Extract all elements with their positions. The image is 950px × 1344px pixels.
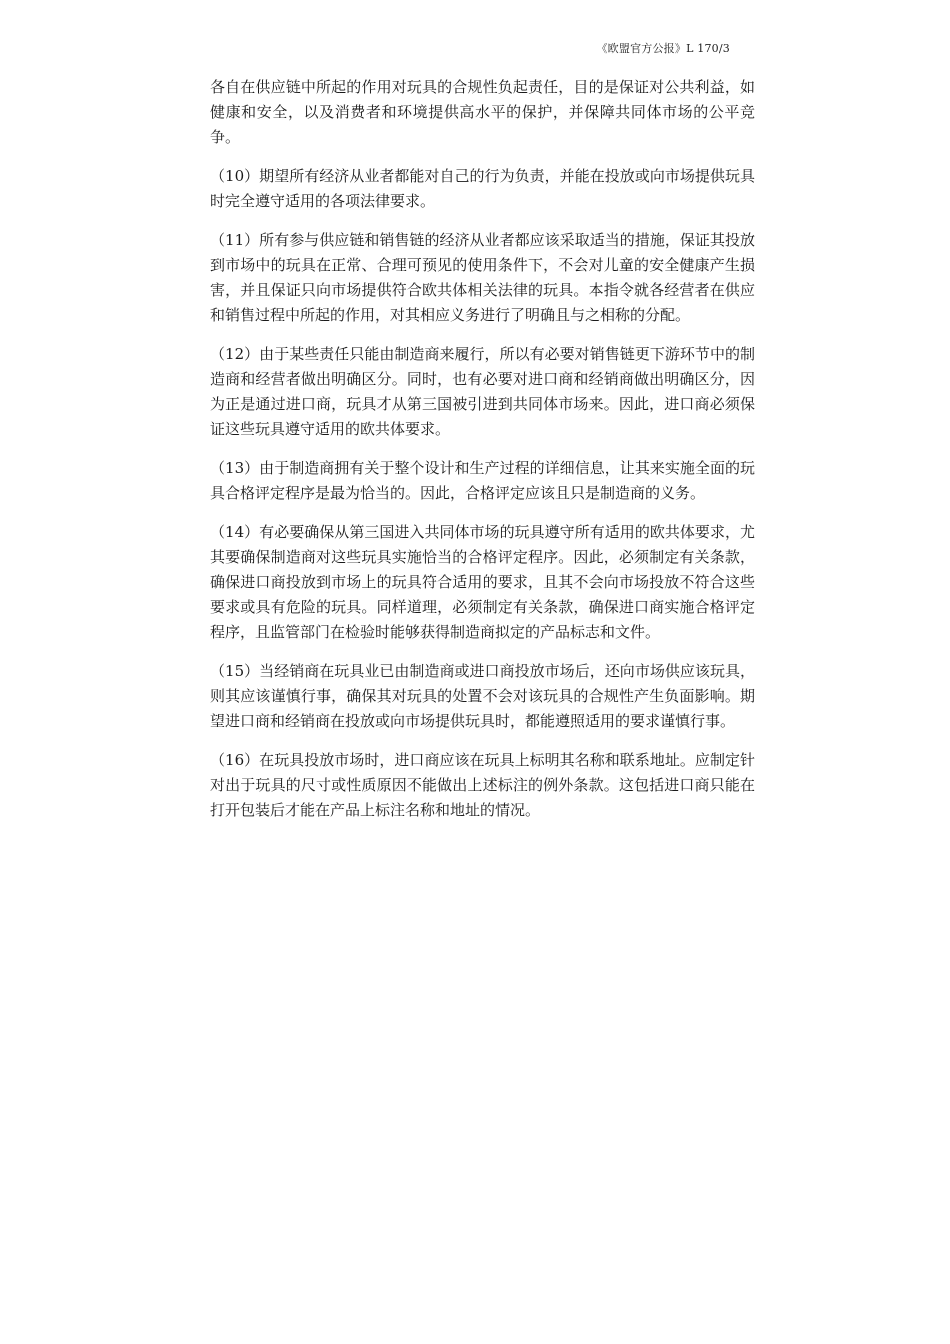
running-header: 《欧盟官方公报》L 170/3 [596, 42, 730, 55]
paragraph-10: （10）期望所有经济从业者都能对自己的行为负责，并能在投放或向市场提供玩具时完全遵守适用的各项法律要求。 [210, 167, 755, 210]
paragraph-11: （11）所有参与供应链和销售链的经济从业者都应该采取适当的措施，保证其投放到市场中的玩具在正常、合理可预见的使用条件下，不会对儿童的安全健康产生损害，并且保证只向市场提供符合欧共体相关法律的玩具。本指令就各经营者在供应和销售过程中所起的作用，对其相应义务进行了明确且与之相称的分配。 [210, 231, 755, 324]
paragraph-14: （14）有必要确保从第三国进入共同体市场的玩具遵守所有适用的欧共体要求，尤其要确保制造商对这些玩具实施恰当的合格评定程序。因此，必须制定有关条款，确保进口商投放到市场上的玩具符合适用的要求，且其不会向市场投放不符合这些要求或具有危险的玩具。同样道理，必须制定有关条款，确保进口商实施合格评定程序，且监管部门在检验时能够获得制造商拟定的产品标志和文件。 [210, 523, 755, 641]
paragraph-16: （16）在玩具投放市场时，进口商应该在玩具上标明其名称和联系地址。应制定针对出于玩具的尺寸或性质原因不能做出上述标注的例外条款。这包括进口商只能在打开包装后才能在产品上标注名称和地址的情况。 [210, 751, 755, 819]
paragraph-15: （15）当经销商在玩具业已由制造商或进口商投放市场后，还向市场供应该玩具，则其应该谨慎行事，确保其对玩具的处置不会对该玩具的合规性产生负面影响。期望进口商和经销商在投放或向市场提供玩具时，都能遵照适用的要求谨慎行事。 [210, 662, 755, 730]
document-body [210, 75, 755, 837]
paragraph-13: （13）由于制造商拥有关于整个设计和生产过程的详细信息，让其来实施全面的玩具合格评定程序是最为恰当的。因此，合格评定应该且只是制造商的义务。 [210, 459, 755, 502]
paragraph-12: （12）由于某些责任只能由制造商来履行，所以有必要对销售链更下游环节中的制造商和经营者做出明确区分。同时，也有必要对进口商和经销商做出明确区分，因为正是通过进口商，玩具才从第三国被引进到共同体市场来。因此，进口商必须保证这些玩具遵守适用的欧共体要求。 [210, 345, 755, 438]
paragraph-continuation: 各自在供应链中所起的作用对玩具的合规性负起责任，目的是保证对公共利益，如健康和安全，以及消费者和环境提供高水平的保护，并保障共同体市场的公平竞争。 [210, 78, 755, 146]
